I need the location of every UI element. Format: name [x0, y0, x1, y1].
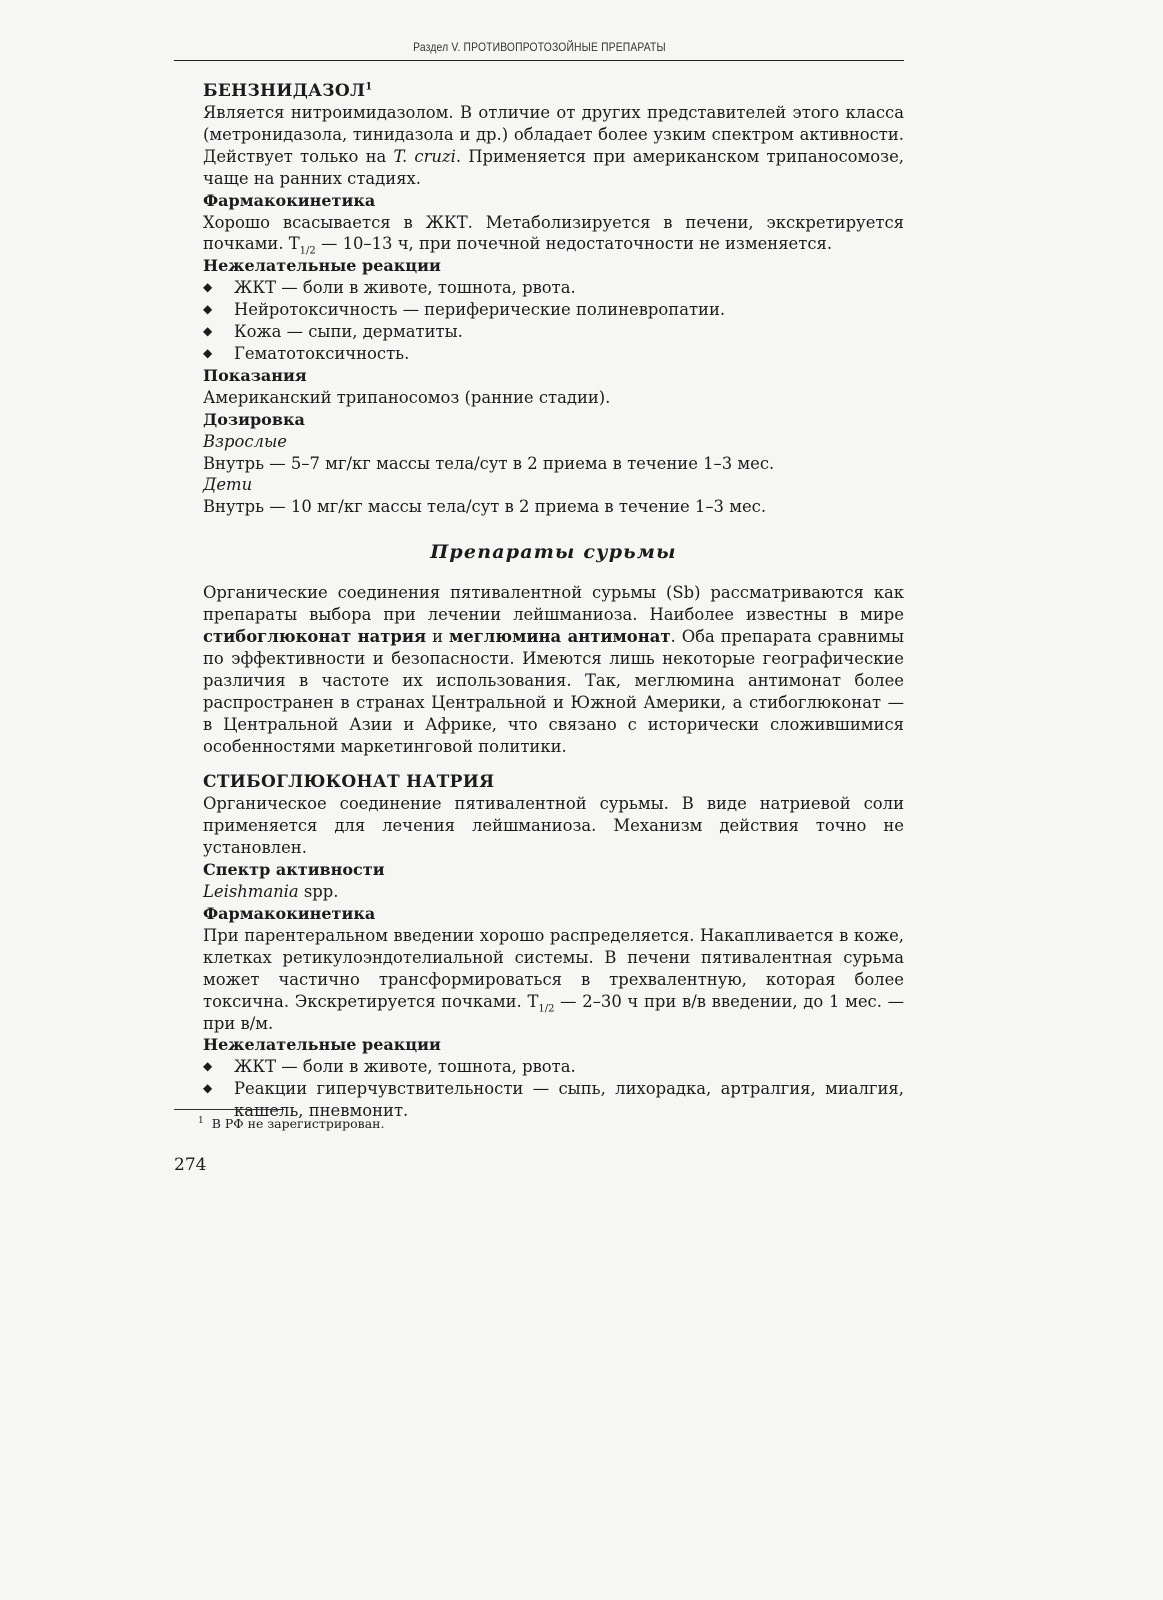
- children-label: Дети: [203, 475, 253, 495]
- children-dose: Внутрь — 10 мг/кг массы тела/сут в 2 приема в течение 1–3 мес.: [203, 497, 767, 517]
- antimony-intro: [203, 582, 904, 757]
- text-fragment: При парентеральном введении хорошо распределяется. Накапливается в коже, клетках ретикулоэндотелиальной системы. В печени пятивалентная сурьма может частично трансформироваться в трехвалентную, которая более токсична. Экскретируется почками. Т: [203, 925, 904, 1011]
- stibogluconate-intro: Органическое соединение пятивалентной сурьмы. В виде натриевой соли применяется для лечения лейшманиоза. Механизм действия точно не установлен.: [203, 794, 904, 858]
- list-item: [203, 277, 904, 299]
- text-fragment: Органические соединения пятивалентной сурьмы (Sb) рассматриваются как препараты выбора при лечении лейшманиоза. Наиболее известны в мире: [203, 583, 904, 625]
- heading-adverse-reactions: Нежелательные реакции: [203, 256, 441, 276]
- list-item-text: ЖКТ — боли в животе, тошнота, рвота.: [234, 278, 576, 298]
- page-number: 274: [174, 1155, 207, 1175]
- text-fragment: . Оба препарата сравнимы по эффективности и безопасности. Имеются лишь некоторые географические различия в частоте их использования. Так, меглюмина антимонат более распространен в странах Центральной и Южной Америки, а стибоглюконат — в Центральной Азии и Африке, что связано с исторически сложившимися особенностями маркетинговой политики.: [203, 627, 904, 756]
- half-life-subscript: 1/2: [538, 1002, 555, 1014]
- adults-dose: Внутрь — 5–7 мг/кг массы тела/сут в 2 приема в течение 1–3 мес.: [203, 453, 775, 473]
- text-fragment: и: [426, 627, 450, 647]
- heading-pharmacokinetics: Фармакокинетика: [203, 190, 376, 210]
- footnote-text: В РФ не зарегистрирован.: [211, 1116, 385, 1132]
- heading-pharmacokinetics: Фармакокинетика: [203, 904, 376, 923]
- pathogen-name: T. cruzi: [393, 146, 456, 166]
- bullet-icon: ◆: [203, 280, 213, 295]
- list-item-text: ЖКТ — боли в животе, тошнота, рвота.: [234, 1057, 576, 1077]
- heading-indications: Показания: [203, 365, 307, 385]
- list-item-text: Реакции гиперчувствительности — сыпь, лихорадка, артралгия, миалгия, кашель, пневмонит.: [234, 1079, 904, 1121]
- heading-spectrum: Спектр активности: [203, 860, 385, 880]
- running-header: Раздел V. ПРОТИВОПРОТОЗОЙНЫЕ ПРЕПАРАТЫ: [413, 40, 666, 54]
- adverse-reactions-list: [203, 277, 904, 365]
- stibogluconate-pk: [203, 925, 904, 1035]
- bullet-icon: ◆: [203, 1059, 213, 1074]
- heading-adverse-reactions: Нежелательные реакции: [203, 1035, 441, 1055]
- text-fragment: — 2–30 ч при в/в введении, до 1 мес. — при в/м.: [203, 991, 904, 1033]
- half-life-subscript: 1/2: [299, 245, 316, 257]
- heading-dosage: Дозировка: [203, 409, 305, 429]
- text-fragment: — 10–13 ч, при почечной недостаточности не изменяется.: [315, 234, 833, 254]
- benznidazole-intro: [203, 102, 904, 190]
- text-fragment: . Применяется при американском трипаносомозе, чаще на ранних стадиях.: [203, 146, 904, 188]
- list-item: [203, 343, 904, 365]
- footnote-rule: [174, 1109, 284, 1110]
- spectrum-text: [203, 881, 904, 903]
- header-rule: [174, 60, 904, 61]
- list-item: [203, 1056, 904, 1078]
- section-title-antimony: Препараты сурьмы: [430, 541, 677, 564]
- list-item: [203, 299, 904, 321]
- list-item-text: Кожа — сыпи, дерматиты.: [234, 322, 463, 342]
- bullet-icon: ◆: [203, 302, 213, 317]
- benznidazole-pk: [203, 212, 904, 256]
- list-item-text: Гематотоксичность.: [234, 343, 410, 363]
- drug-name-bold: меглюмина антимонат: [449, 627, 671, 647]
- list-item: [203, 321, 904, 343]
- drug-title-stibogluconate: СТИБОГЛЮКОНАТ НАТРИЯ: [203, 772, 495, 793]
- drug-title-benznidazole: [203, 80, 904, 102]
- bullet-icon: ◆: [203, 345, 213, 360]
- adults-label: Взрослые: [203, 431, 288, 451]
- text-fragment: spp.: [298, 882, 339, 902]
- drug-title-text: БЕНЗНИДАЗОЛ: [203, 81, 366, 101]
- bullet-icon: ◆: [203, 324, 213, 339]
- indications-text: Американский трипаносомоз (ранние стадии).: [203, 387, 611, 407]
- bullet-icon: ◆: [203, 1081, 213, 1096]
- footnote-mark: 1: [198, 1116, 204, 1126]
- footnote-marker: 1: [365, 81, 373, 93]
- text-column: [203, 80, 904, 1122]
- genus-name: Leishmania: [203, 882, 299, 902]
- text-fragment: Является нитроимидазолом. В отличие от других представителей этого класса (метронидазола, тинидазола и др.) обладает более узким спектром активности. Действует только на: [203, 103, 904, 166]
- footnote: [198, 1113, 384, 1132]
- list-item-text: Нейротоксичность — периферические полиневропатии.: [234, 300, 726, 320]
- text-fragment: Хорошо всасывается в ЖКТ. Метаболизируется в печени, экскретируется почками. Т: [203, 212, 904, 254]
- drug-name-bold: стибоглюконат натрия: [203, 627, 427, 647]
